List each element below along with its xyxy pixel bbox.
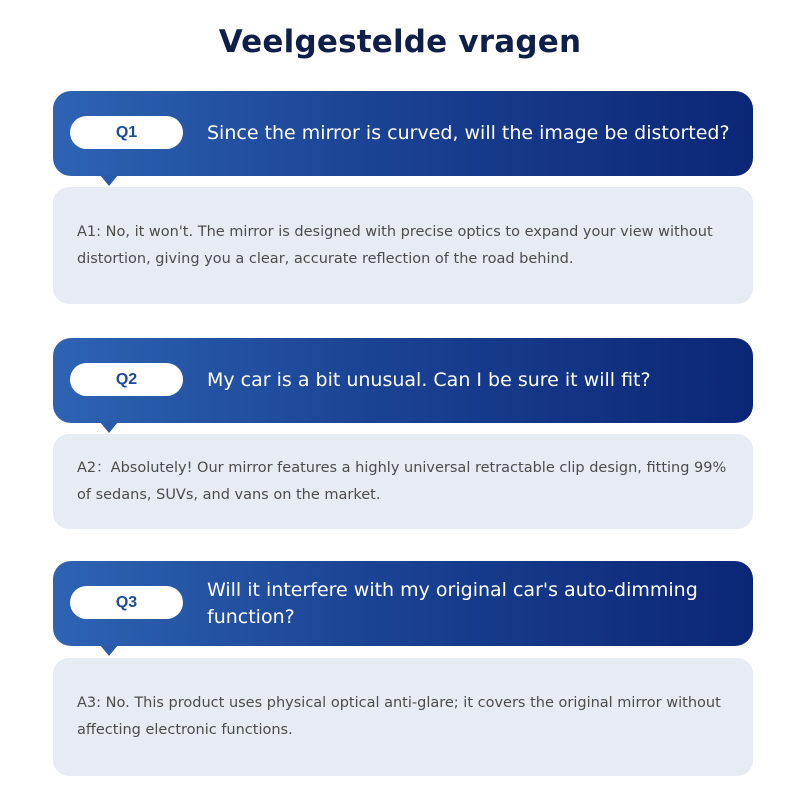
answer-text-3: A3: No. This product uses physical optical anti-glare; it covers the original mirror without affecting electronic functions. <box>77 695 721 738</box>
question-text-2: My car is a bit unusual. Can I be sure it will fit? <box>207 369 651 391</box>
faq-answer-box-2 <box>53 434 753 529</box>
faq-question-header-2[interactable] <box>53 338 753 423</box>
question-badge-2: Q2 <box>70 363 183 396</box>
faq-answer-box-3 <box>53 658 753 776</box>
faq-question-header-3[interactable] <box>53 561 753 646</box>
page-title: Veelgestelde vragen <box>218 24 582 60</box>
faq-answer-box-1 <box>53 187 753 304</box>
faq-question-header-1[interactable] <box>53 91 753 176</box>
answer-text-1: A1: No, it won't. The mirror is designed with precise optics to expand your view without distortion, giving you a clear, accurate reflection of the road behind. <box>77 223 713 267</box>
question-text-1: Since the mirror is curved, will the image be distorted? <box>207 122 730 144</box>
answer-text-2: A2：Absolutely! Our mirror features a highly universal retractable clip design, fitting 99% of sedans, SUVs, and vans on the market. <box>77 459 727 503</box>
question-badge-3: Q3 <box>70 586 183 619</box>
question-text-3: Will it interfere with my original car's auto-dimming function? <box>207 578 698 628</box>
question-badge-1: Q1 <box>70 116 183 149</box>
